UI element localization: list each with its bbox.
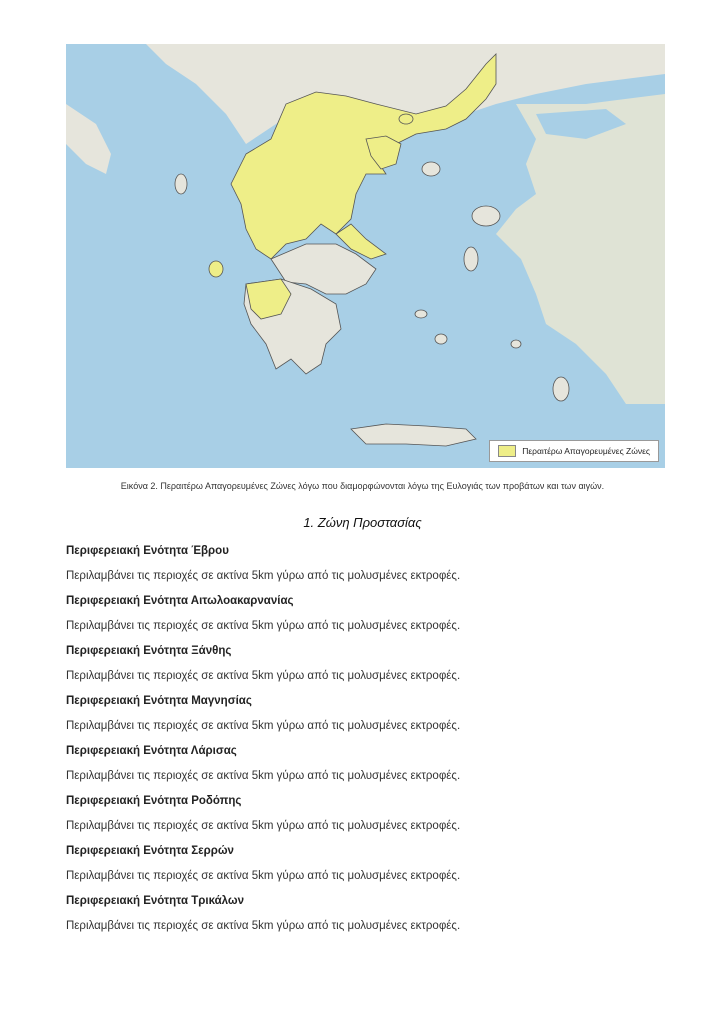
- legend-label: Περαιτέρω Απαγορευμένες Ζώνες: [522, 446, 650, 456]
- cyclades-2: [435, 334, 447, 344]
- map-legend: [489, 440, 659, 462]
- section-title: 1. Ζώνη Προστασίας: [303, 515, 422, 530]
- entry-title: Περιφερειακή Ενότητα Τρικάλων: [66, 895, 245, 907]
- lemnos-island: [422, 162, 440, 176]
- entry: [66, 644, 666, 694]
- entry-title: Περιφερειακή Ενότητα Έβρου: [66, 545, 229, 557]
- thasos-island: [399, 114, 413, 124]
- chios-island: [464, 247, 478, 271]
- rhodes-island: [553, 377, 569, 401]
- entry-text: Περιλαμβάνει τις περιοχές σε ακτίνα 5km γύρω από τις μολυσμένες εκτροφές.: [66, 770, 461, 782]
- cyclades-1: [415, 310, 427, 318]
- map-graphic: [66, 44, 665, 468]
- entry: [66, 594, 666, 644]
- kefalonia-island: [209, 261, 223, 277]
- entries-list: [66, 544, 666, 944]
- entry: [66, 694, 666, 744]
- figure-caption: Εικόνα 2. Περαιτέρω Απαγορευμένες Ζώνες λόγω που διαμορφώνονται λόγω της Ευλογιάς των προβάτων και των αιγών.: [120, 481, 605, 491]
- entry-title: Περιφερειακή Ενότητα Ξάνθης: [66, 645, 232, 657]
- entry-text: Περιλαμβάνει τις περιοχές σε ακτίνα 5km γύρω από τις μολυσμένες εκτροφές.: [66, 820, 461, 832]
- entry-text: Περιλαμβάνει τις περιοχές σε ακτίνα 5km γύρω από τις μολυσμένες εκτροφές.: [66, 920, 461, 932]
- entry-text: Περιλαμβάνει τις περιοχές σε ακτίνα 5km γύρω από τις μολυσμένες εκτροφές.: [66, 670, 461, 682]
- entry-text: Περιλαμβάνει τις περιοχές σε ακτίνα 5km γύρω από τις μολυσμένες εκτροφές.: [66, 570, 461, 582]
- entry: [66, 894, 666, 944]
- entry-title: Περιφερειακή Ενότητα Λάρισας: [66, 745, 237, 757]
- entry-text: Περιλαμβάνει τις περιοχές σε ακτίνα 5km γύρω από τις μολυσμένες εκτροφές.: [66, 620, 461, 632]
- lesbos-island: [472, 206, 500, 226]
- entry-title: Περιφερειακή Ενότητα Ροδόπης: [66, 795, 242, 807]
- dodecanese-1: [511, 340, 521, 348]
- entry-title: Περιφερειακή Ενότητα Αιτωλοακαρνανίας: [66, 595, 294, 607]
- entry-text: Περιλαμβάνει τις περιοχές σε ακτίνα 5km γύρω από τις μολυσμένες εκτροφές.: [66, 720, 461, 732]
- entry: [66, 744, 666, 794]
- entry-title: Περιφερειακή Ενότητα Σερρών: [66, 845, 234, 857]
- corfu-island: [175, 174, 187, 194]
- entry-title: Περιφερειακή Ενότητα Μαγνησίας: [66, 695, 252, 707]
- zone-map: [66, 44, 665, 468]
- legend-swatch: [498, 445, 516, 457]
- entry: [66, 794, 666, 844]
- entry: [66, 844, 666, 894]
- entry-text: Περιλαμβάνει τις περιοχές σε ακτίνα 5km γύρω από τις μολυσμένες εκτροφές.: [66, 870, 461, 882]
- entry: [66, 544, 666, 594]
